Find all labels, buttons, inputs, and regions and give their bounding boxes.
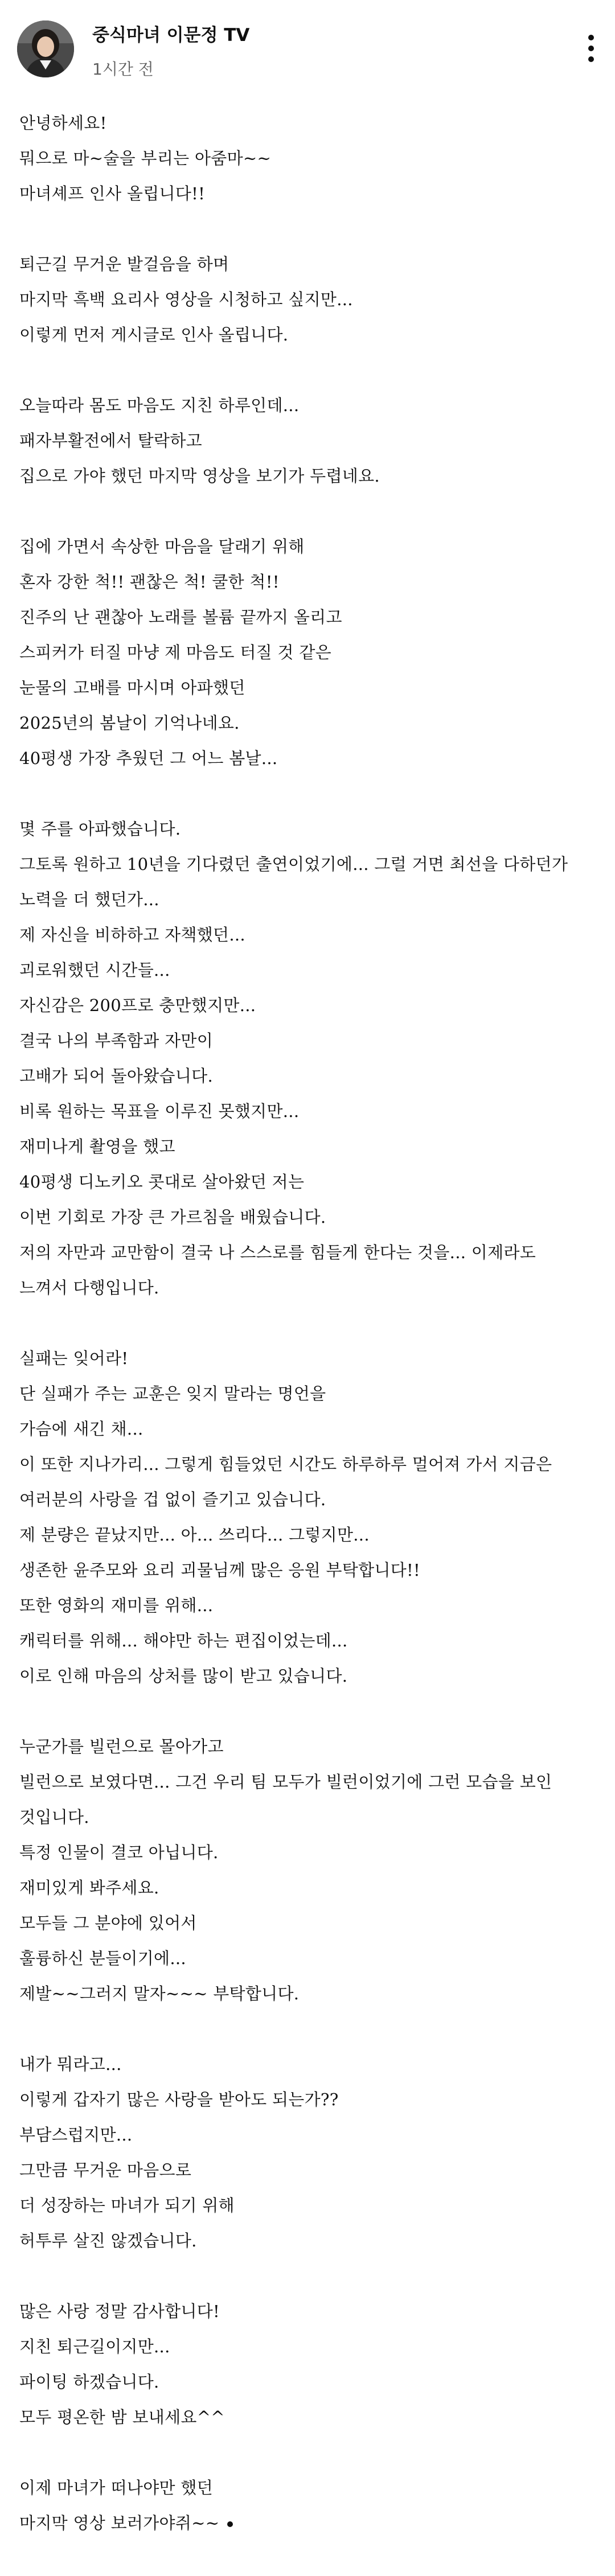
- more-dot: [588, 46, 594, 51]
- post-line: 자신감은 200프로 충만했지만...: [19, 996, 256, 1015]
- post-line: 캐릭터를 위해... 해야만 하는 편집이었는데...: [19, 1631, 348, 1650]
- post-paragraph: [19, 246, 606, 352]
- post-line: 제발~~그러지 말자~~~ 부탁합니다.: [19, 1984, 300, 2003]
- post-line: 이로 인해 마음의 상처를 많이 받고 있습니다.: [19, 1666, 348, 1686]
- post-paragraph: [19, 1729, 606, 2011]
- channel-avatar[interactable]: [17, 20, 74, 77]
- post-line: 또한 영화의 재미를 위해...: [19, 1596, 214, 1615]
- post-line: 진주의 난 괜찮아 노래를 볼륨 끝까지 올리고: [19, 607, 342, 627]
- post-content: [19, 105, 606, 2576]
- post-line: 집으로 가야 했던 마지막 영상을 보기가 두렵네요.: [19, 466, 380, 486]
- post-line: 가슴에 새긴 채...: [19, 1419, 144, 1439]
- post-line: 파이팅 하겠습니다.: [19, 2372, 159, 2392]
- post-line: 몇 주를 아파했습니다.: [19, 819, 181, 839]
- post-line: 지친 퇴근길이지만...: [19, 2337, 170, 2356]
- post-line: 2025년의 봄날이 기억나네요.: [19, 713, 240, 733]
- post-line: 재미있게 봐주세요.: [19, 1878, 159, 1897]
- post-line: 특정 인물이 결코 아닙니다.: [19, 1843, 219, 1862]
- bullet-dot-icon: [227, 2521, 233, 2527]
- post-line: 여러분의 사랑을 겁 없이 즐기고 있습니다.: [19, 1490, 326, 1509]
- post-line: 결국 나의 부족함과 자만이: [19, 1031, 214, 1050]
- post-line: 안녕하세요!: [19, 113, 107, 133]
- post-line-last: [19, 2505, 606, 2541]
- post-line: 모두 평온한 밤 보내세요^^: [19, 2407, 225, 2427]
- more-options-icon[interactable]: [575, 23, 607, 74]
- post-line: 괴로워했던 시간들...: [19, 960, 170, 980]
- post-line-text: 마지막 영상 보러가야쥐~~: [19, 2513, 220, 2533]
- post-line: 저의 자만과 교만함이 결국 나 스스로를 힘들게 한다는 것을... 이제라도: [19, 1243, 536, 1262]
- channel-name[interactable]: 중식마녀 이문정 TV: [92, 25, 250, 46]
- post-line: 이렇게 갑자기 많은 사랑을 받아도 되는가??: [19, 2090, 339, 2109]
- post-line: 제 자신을 비하하고 자책했던...: [19, 925, 245, 944]
- post-line: 그만큼 무거운 마음으로: [19, 2160, 192, 2180]
- post-line: 더 성장하는 마녀가 되기 위해: [19, 2196, 235, 2215]
- post-line: 모두들 그 분야에 있어서: [19, 1913, 197, 1933]
- post-line: 마지막 흑백 요리사 영상을 시청하고 싶지만...: [19, 290, 353, 309]
- post-line: 것입니다.: [19, 1807, 89, 1827]
- post-paragraph: [19, 811, 606, 1305]
- post-line: 단 실패가 주는 교훈은 잊지 말라는 명언을: [19, 1384, 326, 1403]
- post-line: 허투루 살진 않겠습니다.: [19, 2231, 197, 2250]
- post-paragraph: [19, 105, 606, 211]
- post-line: 오늘따라 몸도 마음도 지친 하루인데...: [19, 396, 300, 415]
- post-line: 40평생 가장 추웠던 그 어느 봄날...: [19, 749, 278, 768]
- post-line: 생존한 윤주모와 요리 괴물님께 많은 응원 부탁합니다!!: [19, 1560, 420, 1580]
- post-line: 이번 기회로 가장 큰 가르침을 배웠습니다.: [19, 1207, 326, 1227]
- post-line: 많은 사랑 정말 감사합니다!: [19, 2302, 220, 2321]
- post-line: 퇴근길 무거운 발걸음을 하며: [19, 254, 229, 274]
- post-line: 노력을 더 했던가...: [19, 890, 159, 909]
- post-header: [0, 0, 615, 85]
- post-line: 재미나게 촬영을 했고: [19, 1137, 175, 1156]
- post-line: 제 분량은 끝났지만... 아... 쓰리다... 그렇지만...: [19, 1525, 370, 1544]
- more-dot: [588, 56, 594, 62]
- post-line: 훌륭하신 분들이기에...: [19, 1949, 186, 1968]
- post-paragraph: [19, 2470, 606, 2541]
- post-line: 집에 가면서 속상한 마음을 달래기 위해: [19, 537, 305, 556]
- more-dot: [588, 35, 594, 40]
- post-time: 1시간 전: [92, 60, 154, 79]
- post-line: 비록 원하는 목표을 이루진 못했지만...: [19, 1102, 300, 1121]
- post-line: 그토록 원하고 10년을 기다렸던 출연이었기에... 그럴 거면 최선을 다하던가: [19, 854, 568, 874]
- post-line: 이렇게 먼저 게시글로 인사 올립니다.: [19, 325, 289, 344]
- post-line: 내가 뭐라고...: [19, 2055, 122, 2074]
- post-paragraph: [19, 1341, 606, 1694]
- post-line: 마녀셰프 인사 올립니다!!: [19, 184, 206, 203]
- post-line: 스피커가 터질 마냥 제 마음도 터질 것 같은: [19, 643, 331, 662]
- post-line: 뭐으로 마~술을 부리는 아줌마~~: [19, 149, 272, 168]
- post-line: 패자부활전에서 탈락하고: [19, 431, 202, 450]
- post-line: 고배가 되어 돌아왔습니다.: [19, 1066, 214, 1086]
- post-line: 누군가를 빌런으로 몰아가고: [19, 1737, 224, 1756]
- post-line: 실패는 잊어라!: [19, 1349, 129, 1368]
- post-paragraph: [19, 529, 606, 776]
- post-line: 눈물의 고배를 마시며 아파했던: [19, 678, 245, 697]
- post-line: 빌런으로 보였다면... 그건 우리 팀 모두가 빌런이었기에 그런 모습을 보인: [19, 1772, 552, 1792]
- avatar-photo-icon: [17, 20, 74, 77]
- post-line: 느껴서 다행입니다.: [19, 1278, 159, 1297]
- post-paragraph: [19, 2047, 606, 2258]
- post-paragraph: [19, 2294, 606, 2435]
- post-line: 이 또한 지나가리... 그렇게 힘들었던 시간도 하루하루 멀어져 가서 지금은: [19, 1455, 552, 1474]
- post-paragraph: [19, 388, 606, 494]
- post-line: 혼자 강한 척!! 괜찮은 척! 쿨한 척!!: [19, 572, 280, 591]
- post-line: 이제 마녀가 떠나야만 했던: [19, 2478, 214, 2497]
- post-line: 40평생 디노키오 콧대로 살아왔던 저는: [19, 1172, 305, 1192]
- post-line: 부담스럽지만...: [19, 2125, 133, 2144]
